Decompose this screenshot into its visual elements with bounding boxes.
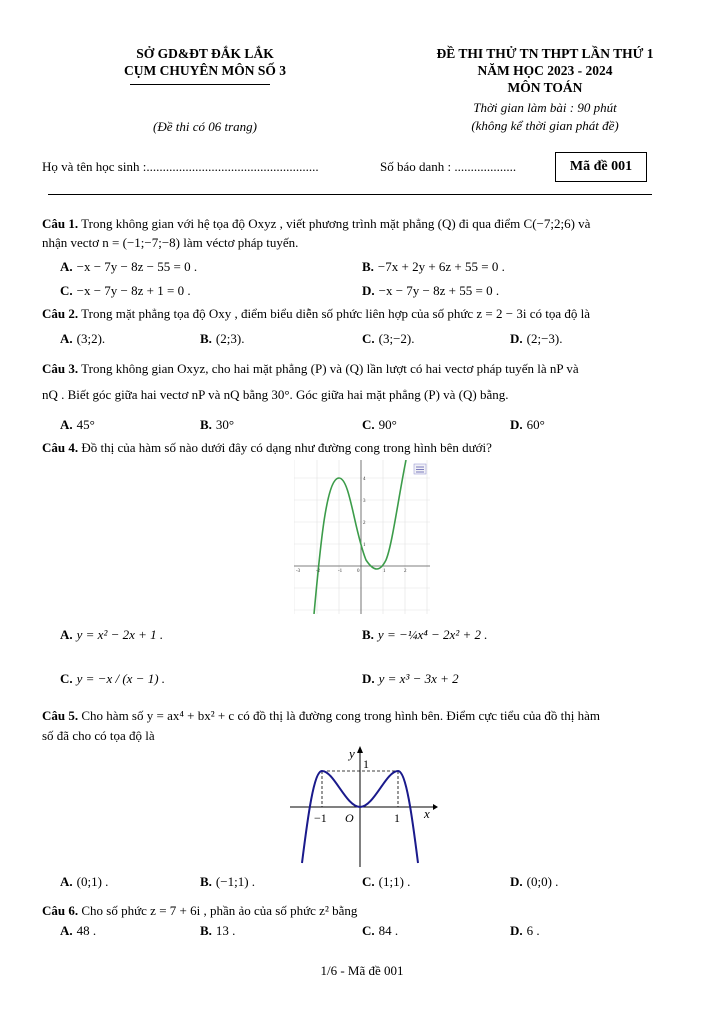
option-label: A. xyxy=(60,923,73,938)
question-5-cont xyxy=(42,727,682,745)
question-number: Câu 6. xyxy=(42,903,79,918)
option-text: −7x + 2y + 6z + 55 = 0 . xyxy=(377,259,505,274)
q1-option-d[interactable] xyxy=(362,282,499,300)
graph-menu-icon xyxy=(414,464,426,474)
option-text: −x − 7y − 8z + 1 = 0 . xyxy=(76,283,191,298)
q3-option-d[interactable] xyxy=(510,416,545,434)
question-2 xyxy=(42,305,682,323)
option-text: 90° xyxy=(378,417,397,432)
option-text: (3;2). xyxy=(76,331,106,346)
q2-option-b[interactable] xyxy=(200,330,244,348)
option-label: B. xyxy=(200,923,212,938)
option-label: C. xyxy=(362,331,375,346)
question-3-cont xyxy=(42,386,682,404)
option-text: 6 . xyxy=(526,923,540,938)
option-text: y = x² − 2x + 1 . xyxy=(76,627,164,642)
option-label: A. xyxy=(60,331,73,346)
option-label: C. xyxy=(362,874,375,889)
option-label: B. xyxy=(362,627,374,642)
question-text: Trong mặt phẳng tọa độ Oxy , điểm biểu diễn số phức liên hợp của số phức z = 2 − 3i có tọa độ là xyxy=(81,306,590,321)
q5-label-y: y xyxy=(349,746,355,761)
option-label: B. xyxy=(362,259,374,274)
option-text: (−1;1) . xyxy=(215,874,256,889)
q4-option-c[interactable] xyxy=(60,670,165,688)
option-text: (1;1) . xyxy=(378,874,411,889)
school-year: NĂM HỌC 2023 - 2024 xyxy=(477,63,613,78)
time-limit: Thời gian làm bài : 90 phút xyxy=(473,100,617,115)
q5-label-minus-one: −1 xyxy=(314,811,327,825)
info-divider xyxy=(48,194,652,195)
q5-label-one-x: 1 xyxy=(394,811,400,825)
question-text: nQ . Biết góc giữa hai vectơ nP và nQ bằng 30°. Góc giữa hai mặt phẳng (P) và (Q) bằng. xyxy=(42,387,509,402)
option-text: 60° xyxy=(526,417,545,432)
option-label: D. xyxy=(510,417,523,432)
exam-code-box: Mã đề 001 xyxy=(555,152,647,182)
graph-curve xyxy=(314,460,406,614)
question-text: Cho hàm số y = ax⁴ + bx² + c có đồ thị là đường cong trong hình bên. Điểm cực tiểu của đồ thị hàm xyxy=(81,708,600,723)
q1-option-a[interactable] xyxy=(60,258,197,276)
cluster-name: CỤM CHUYÊN MÔN SỐ 3 xyxy=(124,63,286,78)
option-text: (2;−3). xyxy=(526,331,563,346)
q3-option-a[interactable] xyxy=(60,416,95,434)
question-number: Câu 3. xyxy=(42,361,79,376)
option-text: 13 . xyxy=(215,923,236,938)
tick-x-neg2: -2 xyxy=(316,569,321,574)
option-text: (0;1) . xyxy=(76,874,109,889)
q6-option-d[interactable] xyxy=(510,922,540,940)
dept-name: SỞ GD&ĐT ĐẮK LẮK xyxy=(136,46,274,61)
q4-option-a[interactable] xyxy=(60,626,163,644)
option-label: D. xyxy=(362,671,375,686)
option-label: D. xyxy=(510,923,523,938)
q2-option-a[interactable] xyxy=(60,330,105,348)
q4-graph xyxy=(294,460,430,614)
q5-option-d[interactable] xyxy=(510,873,558,891)
q1-option-b[interactable] xyxy=(362,258,505,276)
page-count-note: (Đề thi có 06 trang) xyxy=(153,119,257,134)
option-label: D. xyxy=(510,874,523,889)
option-text: 45° xyxy=(76,417,95,432)
graph-grid xyxy=(294,460,430,614)
option-text: (2;3). xyxy=(215,331,245,346)
question-text: Trong không gian Oxyz, cho hai mặt phẳng (P) và (Q) lần lượt có hai vectơ pháp tuyến là nP và xyxy=(81,361,579,376)
question-number: Câu 5. xyxy=(42,708,79,723)
tick-y-3: 3 xyxy=(363,499,366,504)
option-label: D. xyxy=(362,283,375,298)
option-label: A. xyxy=(60,259,73,274)
option-label: C. xyxy=(60,671,73,686)
option-label: C. xyxy=(60,283,73,298)
question-text: Đồ thị của hàm số nào dưới đây có dạng như đường cong trong hình bên dưới? xyxy=(81,440,492,455)
option-text: y = −¼x⁴ − 2x² + 2 . xyxy=(377,627,488,642)
option-label: A. xyxy=(60,627,73,642)
option-text: −x − 7y − 8z + 55 = 0 . xyxy=(378,283,500,298)
q2-option-c[interactable] xyxy=(362,330,415,348)
option-label: A. xyxy=(60,874,73,889)
option-text: y = −x / (x − 1) . xyxy=(76,671,166,686)
time-note: (không kể thời gian phát đề) xyxy=(471,118,619,133)
question-text: Cho số phức z = 7 + 6i , phần ảo của số phức z² bằng xyxy=(81,903,358,918)
header-underline xyxy=(130,84,270,85)
q3-option-c[interactable] xyxy=(362,416,397,434)
option-label: B. xyxy=(200,874,212,889)
q6-option-b[interactable] xyxy=(200,922,235,940)
option-text: (0;0) . xyxy=(526,874,559,889)
option-label: A. xyxy=(60,417,73,432)
question-3 xyxy=(42,360,682,378)
question-number: Câu 4. xyxy=(42,440,79,455)
q5-option-b[interactable] xyxy=(200,873,255,891)
q5-option-a[interactable] xyxy=(60,873,108,891)
subject: MÔN TOÁN xyxy=(507,80,583,95)
question-1-cont xyxy=(42,234,682,252)
tick-y-1: 1 xyxy=(363,543,366,548)
q6-option-a[interactable] xyxy=(60,922,96,940)
q4-option-b[interactable] xyxy=(362,626,488,644)
q5-label-x: x xyxy=(424,806,430,821)
tick-x-2: 2 xyxy=(404,569,407,574)
y-arrow-icon xyxy=(357,746,363,753)
option-label: C. xyxy=(362,923,375,938)
q5-graph xyxy=(288,745,438,867)
q5-option-c[interactable] xyxy=(362,873,410,891)
option-label: C. xyxy=(362,417,375,432)
q4-option-d[interactable] xyxy=(362,670,459,688)
option-text: −x − 7y − 8z − 55 = 0 . xyxy=(76,259,198,274)
tick-x-neg3: -3 xyxy=(296,569,301,574)
q3-option-b[interactable] xyxy=(200,416,234,434)
x-arrow-icon xyxy=(433,804,438,810)
student-name-field[interactable]: Họ và tên học sinh :..................................................... xyxy=(42,159,319,174)
question-text: Trong không gian với hệ tọa độ Oxyz , viết phương trình mặt phẳng (Q) đi qua điểm C(−7;2;6) và xyxy=(81,216,591,231)
option-text: y = x³ − 3x + 2 xyxy=(378,671,459,686)
student-id-field[interactable]: Số báo danh : ................... xyxy=(380,159,517,174)
option-text: 30° xyxy=(215,417,235,432)
tick-x-1: 1 xyxy=(383,569,386,574)
q5-label-origin: O xyxy=(345,811,354,825)
tick-y-2: 2 xyxy=(363,521,366,526)
option-label: B. xyxy=(200,417,212,432)
option-label: B. xyxy=(200,331,212,346)
option-text: (3;−2). xyxy=(378,331,415,346)
option-text: 84 . xyxy=(378,923,399,938)
q1-option-c[interactable] xyxy=(60,282,191,300)
tick-y-4: 4 xyxy=(363,477,366,482)
question-5 xyxy=(42,707,682,725)
page-footer: 1/6 - Mã đề 001 xyxy=(320,963,404,978)
question-1 xyxy=(42,215,682,233)
question-text: nhận vectơ n = (−1;−7;−8) làm véctơ pháp tuyến. xyxy=(42,235,299,250)
q5-label-one: 1 xyxy=(363,757,369,771)
question-6 xyxy=(42,902,682,920)
tick-x-0: 0 xyxy=(357,569,360,574)
tick-x-neg1: -1 xyxy=(338,569,343,574)
q2-option-d[interactable] xyxy=(510,330,563,348)
exam-title: ĐỀ THI THỬ TN THPT LẦN THỨ 1 xyxy=(436,46,654,61)
question-4 xyxy=(42,439,682,457)
q6-option-c[interactable] xyxy=(362,922,398,940)
option-text: 48 . xyxy=(76,923,97,938)
question-number: Câu 1. xyxy=(42,216,79,231)
question-text: số đã cho có tọa độ là xyxy=(42,728,155,743)
option-label: D. xyxy=(510,331,523,346)
question-number: Câu 2. xyxy=(42,306,79,321)
